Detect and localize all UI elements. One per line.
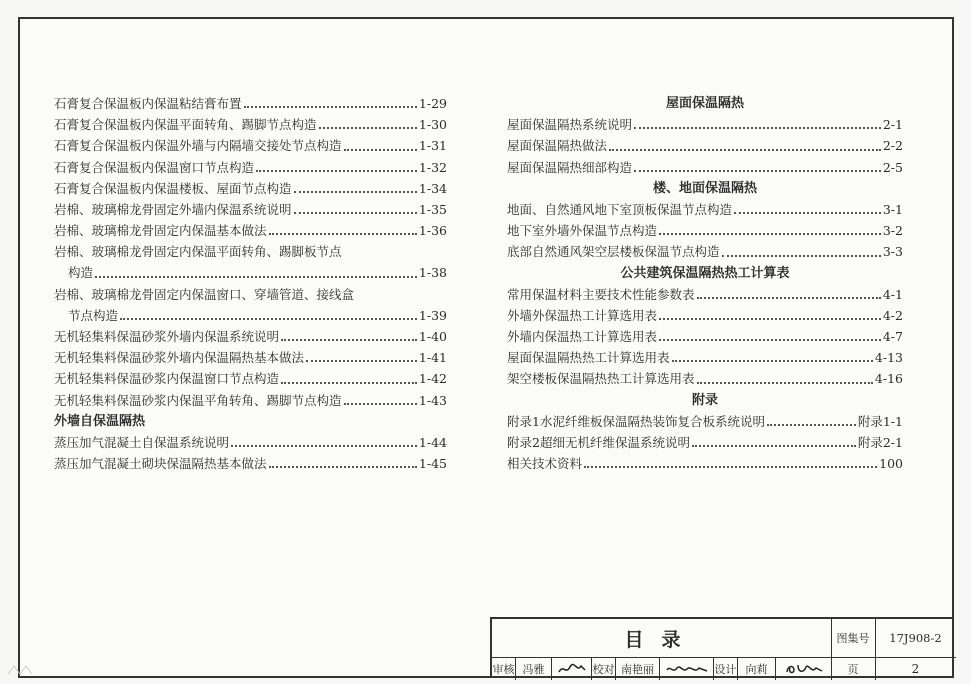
checker-signature xyxy=(660,657,714,680)
leader-dots xyxy=(767,423,856,426)
leader-dots xyxy=(734,211,881,214)
toc-entry-page: 1-34 xyxy=(418,180,447,196)
leader-dots xyxy=(584,465,877,468)
toc-entry-page: 1-38 xyxy=(418,265,447,281)
toc-entry-page: 1-39 xyxy=(418,307,447,323)
toc-entry xyxy=(54,263,447,284)
toc-entry-page: 1-36 xyxy=(418,223,447,239)
toc-entry xyxy=(507,241,903,262)
toc-entry-title: 石膏复合保温板内保温平面转角、踢脚节点构造 xyxy=(54,117,317,133)
toc-entry-title: 岩棉、玻璃棉龙骨固定内保温平面转角、踢脚板节点 xyxy=(54,244,342,260)
toc-entry-title: 底部自然通风架空层楼板保温节点构造 xyxy=(507,244,720,260)
toc-entry-page: 3-2 xyxy=(882,223,903,239)
section-heading: 附录 xyxy=(691,392,718,408)
toc-entry-page: 1-30 xyxy=(418,117,447,133)
leader-dots xyxy=(306,359,417,362)
designer-name: 向莉 xyxy=(738,657,776,680)
toc-entry-title: 附录1水泥纤维板保温隔热装饰复合板系统说明 xyxy=(507,413,765,429)
toc-entry-title: 屋面保温隔热做法 xyxy=(507,138,608,154)
toc-entry xyxy=(507,432,903,453)
leader-dots xyxy=(244,105,417,108)
toc-entry-page: 4-1 xyxy=(882,286,903,302)
leader-dots xyxy=(697,381,873,384)
toc-entry xyxy=(507,368,903,389)
title-block-title: 目录 xyxy=(492,619,832,658)
toc-entry xyxy=(54,326,447,347)
toc-right-column xyxy=(507,93,903,474)
toc-entry-title: 石膏复合保温板内保温楼板、屋面节点构造 xyxy=(54,180,292,196)
toc-entry-title: 蒸压加气混凝土自保温系统说明 xyxy=(54,434,230,450)
toc-entry-title: 屋面保温隔热热工计算选用表 xyxy=(507,350,670,366)
toc-entry-title: 外墙外保温热工计算选用表 xyxy=(507,307,658,323)
toc-entry-title: 屋面保温隔热系统说明 xyxy=(507,117,633,133)
toc-entry xyxy=(54,220,447,241)
toc-entry-page: 100 xyxy=(879,456,903,472)
toc-entry-page: 1-35 xyxy=(418,201,447,217)
toc-entry-title: 外墙内保温热工计算选用表 xyxy=(507,329,658,345)
toc-entry xyxy=(54,135,447,156)
toc-entry-page: 附录1-1 xyxy=(857,413,903,429)
leader-dots xyxy=(634,126,881,129)
toc-entry xyxy=(507,199,903,220)
toc-entry xyxy=(507,326,903,347)
toc-entry-title: 相关技术资料 xyxy=(507,456,583,472)
toc-entry-title: 岩棉、玻璃棉龙骨固定外墙内保温系统说明 xyxy=(54,201,292,217)
leader-dots xyxy=(672,359,873,362)
toc-entry-title: 石膏复合保温板内保温窗口节点构造 xyxy=(54,159,255,175)
toc-entry-title: 蒸压加气混凝土砌块保温隔热基本做法 xyxy=(54,456,267,472)
leader-dots xyxy=(692,444,856,447)
check-label: 校对 xyxy=(592,657,616,680)
toc-entry-title: 附录2超细无机纤维保温系统说明 xyxy=(507,434,690,450)
signature-row xyxy=(492,657,832,680)
toc-entry-page: 1-41 xyxy=(418,350,447,366)
section-heading: 外墙自保温隔热 xyxy=(54,413,146,429)
toc-entry-page: 4-13 xyxy=(874,350,903,366)
section-heading: 楼、地面保温隔热 xyxy=(652,180,757,196)
review-label: 审核 xyxy=(492,657,516,680)
toc-entry-title: 构造 xyxy=(68,265,94,281)
leader-dots xyxy=(281,338,417,341)
leader-dots xyxy=(634,169,881,172)
leader-dots xyxy=(256,169,417,172)
toc-entry xyxy=(54,368,447,389)
leader-dots xyxy=(659,317,881,320)
leader-dots xyxy=(294,211,417,214)
atlas-number: 17J908-2 xyxy=(875,619,956,658)
leader-dots xyxy=(269,465,417,468)
toc-entry-title: 无机轻集料保温砂浆内保温窗口节点构造 xyxy=(54,371,280,387)
toc-entry xyxy=(54,390,447,411)
leader-dots xyxy=(120,317,417,320)
toc-entry xyxy=(507,114,903,135)
toc-entry xyxy=(54,178,447,199)
toc-entry-page: 1-45 xyxy=(418,456,447,472)
toc-entry-page: 1-29 xyxy=(418,95,447,111)
toc-entry xyxy=(507,453,903,474)
leader-dots xyxy=(231,444,417,447)
page-number: 2 xyxy=(911,661,920,676)
toc-entry-page: 3-1 xyxy=(882,201,903,217)
corner-watermark xyxy=(6,664,34,679)
toc-entry-page: 2-1 xyxy=(882,117,903,133)
toc-left-column xyxy=(54,93,447,474)
leader-dots xyxy=(281,381,417,384)
toc-entry-title: 地下室外墙外保温节点构造 xyxy=(507,223,658,239)
toc-entry xyxy=(507,157,903,178)
leader-dots xyxy=(659,338,881,341)
reviewer-name: 冯雅 xyxy=(516,657,552,680)
toc-entry-page: 1-40 xyxy=(418,329,447,345)
leader-dots xyxy=(609,148,881,151)
leader-dots xyxy=(294,190,417,193)
toc-entry xyxy=(54,284,447,305)
toc-entry-title: 石膏复合保温板内保温外墙与内隔墙交接处节点构造 xyxy=(54,138,342,154)
toc-entry xyxy=(54,305,447,326)
toc-entry-page: 2-5 xyxy=(882,159,903,175)
title-block xyxy=(490,617,954,678)
toc-entry xyxy=(507,284,903,305)
toc-entry xyxy=(54,347,447,368)
toc-entry-title: 架空楼板保温隔热热工计算选用表 xyxy=(507,371,695,387)
toc-entry xyxy=(54,114,447,135)
toc-entry xyxy=(54,199,447,220)
section-heading: 公共建筑保温隔热热工计算表 xyxy=(620,265,790,281)
toc-entry-page: 1-44 xyxy=(418,434,447,450)
leader-dots xyxy=(659,232,881,235)
leader-dots xyxy=(269,232,417,235)
leader-dots xyxy=(319,126,417,129)
toc-entry xyxy=(507,135,903,156)
toc-entry-page: 4-2 xyxy=(882,307,903,323)
toc-entry-page: 1-32 xyxy=(418,159,447,175)
toc-entry-title: 节点构造 xyxy=(68,307,119,323)
leader-dots xyxy=(95,275,417,278)
toc-entry-title: 无机轻集料保温砂浆外墙内保温系统说明 xyxy=(54,329,280,345)
leader-dots xyxy=(344,148,417,151)
toc-entry-title: 无机轻集料保温砂浆外墙内保温隔热基本做法 xyxy=(54,350,305,366)
toc-entry xyxy=(507,220,903,241)
toc-entry-title: 屋面保温隔热细部构造 xyxy=(507,159,633,175)
toc-entry-page: 1-31 xyxy=(418,138,447,154)
toc-entry-page: 4-16 xyxy=(874,371,903,387)
toc-entry xyxy=(54,432,447,453)
toc-entry-page: 3-3 xyxy=(882,244,903,260)
toc-entry-page: 附录2-1 xyxy=(857,434,903,450)
checker-name: 南艳丽 xyxy=(616,657,660,680)
toc-entry xyxy=(54,241,447,262)
toc-entry-title: 岩棉、玻璃棉龙骨固定内保温窗口、穿墙管道、接线盒 xyxy=(54,286,355,302)
page-label: 页 xyxy=(831,657,876,680)
design-label: 设计 xyxy=(714,657,738,680)
leader-dots xyxy=(722,254,881,257)
toc-entry-title: 石膏复合保温板内保温粘结膏布置 xyxy=(54,95,242,111)
toc-entry-title: 岩棉、玻璃棉龙骨固定内保温基本做法 xyxy=(54,223,267,239)
section-heading: 屋面保温隔热 xyxy=(665,96,744,111)
toc-entry-page: 1-43 xyxy=(418,392,447,408)
leader-dots xyxy=(344,402,417,405)
toc-entry xyxy=(54,157,447,178)
toc-entry-title: 无机轻集料保温砂浆内保温平角转角、踢脚节点构造 xyxy=(54,392,342,408)
leader-dots xyxy=(697,296,881,299)
reviewer-signature xyxy=(552,657,592,680)
toc-entry xyxy=(54,453,447,474)
toc-entry xyxy=(54,93,447,114)
toc-entry xyxy=(507,411,903,432)
toc-entry-title: 常用保温材料主要技术性能参数表 xyxy=(507,286,695,302)
toc-entry-page: 4-7 xyxy=(882,329,903,345)
toc-entry-page: 2-2 xyxy=(882,138,903,154)
toc-entry-title: 地面、自然通风地下室顶板保温节点构造 xyxy=(507,201,733,217)
designer-signature xyxy=(776,657,831,680)
atlas-number-label: 图集号 xyxy=(831,619,876,658)
toc-entry-page: 1-42 xyxy=(418,371,447,387)
toc-entry xyxy=(507,305,903,326)
toc-entry xyxy=(507,347,903,368)
